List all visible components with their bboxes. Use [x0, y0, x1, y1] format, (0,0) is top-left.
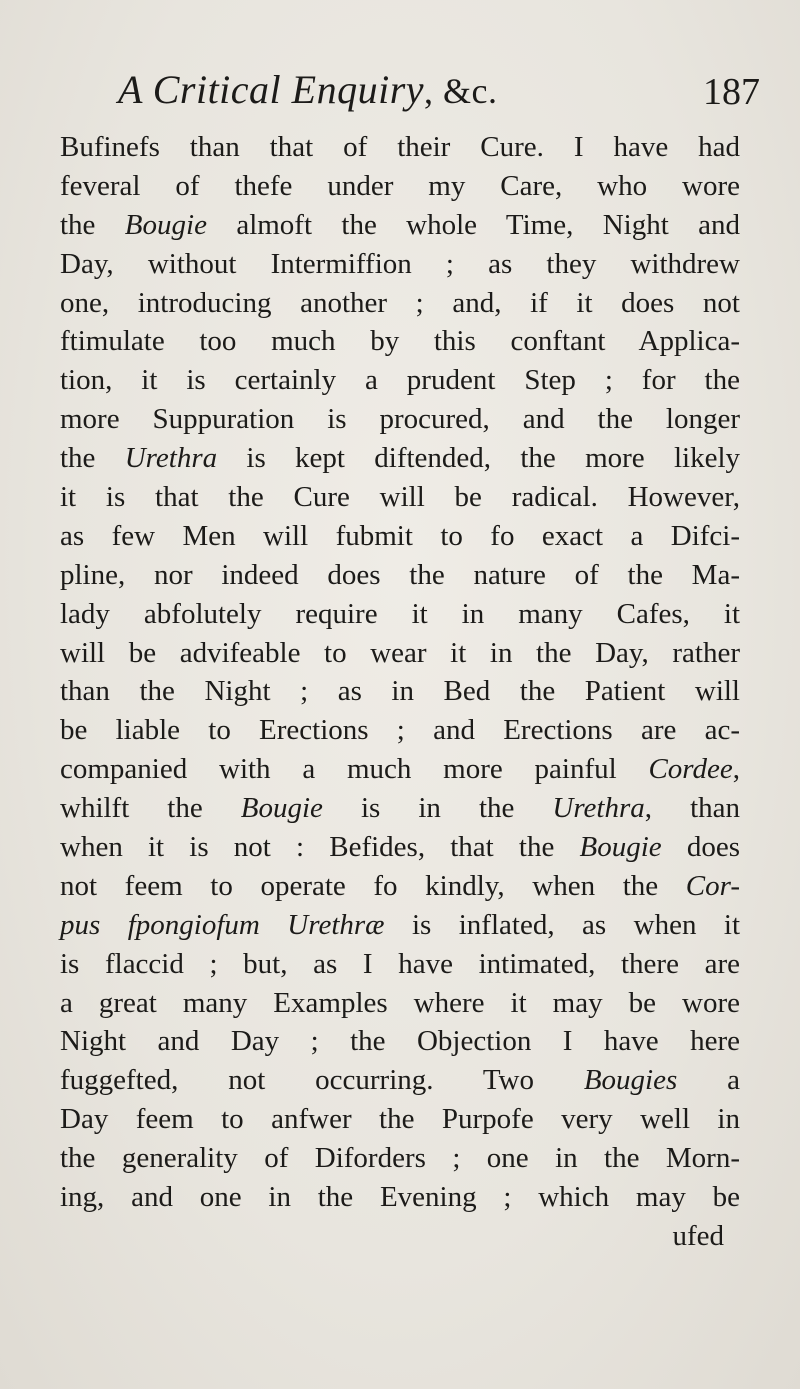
text-run: Day, without Intermiffion ; as they withdrew: [60, 247, 740, 280]
text-run: companied with a much more painful: [60, 753, 649, 786]
text-line: [60, 1217, 740, 1256]
text-run: one, introducing another ; and, if it does not: [60, 286, 740, 319]
text-run: ing, and one in the Evening ; which may be: [60, 1181, 740, 1214]
text-run: Bufinefs than that of their Cure. I have had: [60, 131, 740, 163]
text-run: tion, it is certainly a prudent Step ; for the: [60, 364, 740, 397]
italic-term: Urethra: [124, 442, 218, 475]
text-run: it is that the Cure will be radical. However,: [60, 481, 740, 514]
text-line: [60, 206, 740, 245]
italic-term: Bougie: [579, 831, 662, 864]
text-run: when it is not : Befides, that the: [60, 831, 580, 864]
text-run: ufed: [672, 1219, 724, 1252]
text-run: Day feem to anfwer the Purpofe very well in: [60, 1103, 740, 1136]
text-run: than the Night ; as in Bed the Patient will: [60, 675, 740, 708]
body-text: [60, 128, 740, 1256]
text-run: pline, nor indeed does the nature of the Ma-: [60, 558, 740, 591]
text-line: [60, 556, 740, 595]
text-run: Night and Day ; the Objection I have here: [60, 1025, 740, 1058]
text-run: is in the: [322, 792, 553, 825]
text-line: [60, 167, 740, 206]
text-line: [60, 672, 740, 711]
text-line: [60, 1061, 740, 1100]
text-run: a great many Examples where it may be wore: [60, 986, 740, 1019]
text-run: fuggefted, not occurring. Two: [60, 1064, 584, 1097]
running-head: [118, 66, 498, 113]
italic-term: Cordee: [648, 753, 733, 786]
text-run: will be advifeable to wear it in the Day, rather: [60, 636, 740, 669]
text-line: [60, 128, 740, 167]
text-line: [60, 245, 740, 284]
text-line: [60, 478, 740, 517]
text-run: the: [60, 442, 125, 475]
text-line: [60, 1139, 740, 1178]
text-run: a: [677, 1064, 740, 1097]
page-header: [0, 66, 800, 126]
text-run: whilft the: [60, 792, 241, 825]
italic-term: Bougies: [583, 1064, 678, 1097]
text-run: as few Men will fubmit to fo exact a Difci-: [60, 519, 740, 552]
italic-term: Urethra: [552, 792, 645, 825]
text-run: more Suppuration is procured, and the longer: [60, 403, 740, 436]
text-run: the: [60, 208, 125, 241]
text-run: be liable to Erections ; and Erections are ac-: [60, 714, 740, 747]
text-line: [60, 984, 740, 1023]
text-run: is kept diftended, the more likely: [217, 442, 740, 475]
text-line: [60, 867, 740, 906]
text-line: [60, 906, 740, 945]
text-line: [60, 439, 740, 478]
text-line: [60, 789, 740, 828]
running-title: A Critical Enquiry: [118, 67, 425, 112]
text-line: [60, 945, 740, 984]
text-line: [60, 400, 740, 439]
running-title-suffix: , &c.: [424, 71, 498, 111]
text-run: almoft the whole Time, Night and: [206, 208, 740, 241]
text-line: [60, 1100, 740, 1139]
text-run: not feem to operate fo kindly, when the: [60, 869, 686, 902]
text-line: [60, 284, 740, 323]
text-run: does: [661, 831, 740, 864]
text-line: [60, 361, 740, 400]
text-line: [60, 595, 740, 634]
italic-term: Cor-: [685, 869, 740, 902]
text-run: , than: [644, 792, 740, 825]
page-number: 187: [703, 71, 760, 113]
text-run: the generality of Diforders ; one in the Morn-: [60, 1142, 740, 1175]
text-run: is inflated, as when it: [384, 908, 740, 941]
text-line: [60, 828, 740, 867]
italic-term: pus fpongiofum Urethræ: [60, 908, 385, 941]
text-run: ,: [732, 753, 740, 786]
text-line: [60, 1178, 740, 1217]
text-line: [60, 1022, 740, 1061]
text-run: ftimulate too much by this conftant Applica-: [60, 325, 740, 358]
text-line: [60, 750, 740, 789]
text-line: [60, 322, 740, 361]
text-run: lady abfolutely require it in many Cafes, it: [60, 597, 740, 630]
italic-term: Bougie: [240, 792, 323, 825]
text-line: [60, 517, 740, 556]
text-line: [60, 634, 740, 673]
text-line: [60, 711, 740, 750]
text-run: is flaccid ; but, as I have intimated, there are: [60, 947, 740, 980]
text-run: feveral of thefe under my Care, who wore: [60, 169, 740, 202]
italic-term: Bougie: [124, 208, 207, 241]
